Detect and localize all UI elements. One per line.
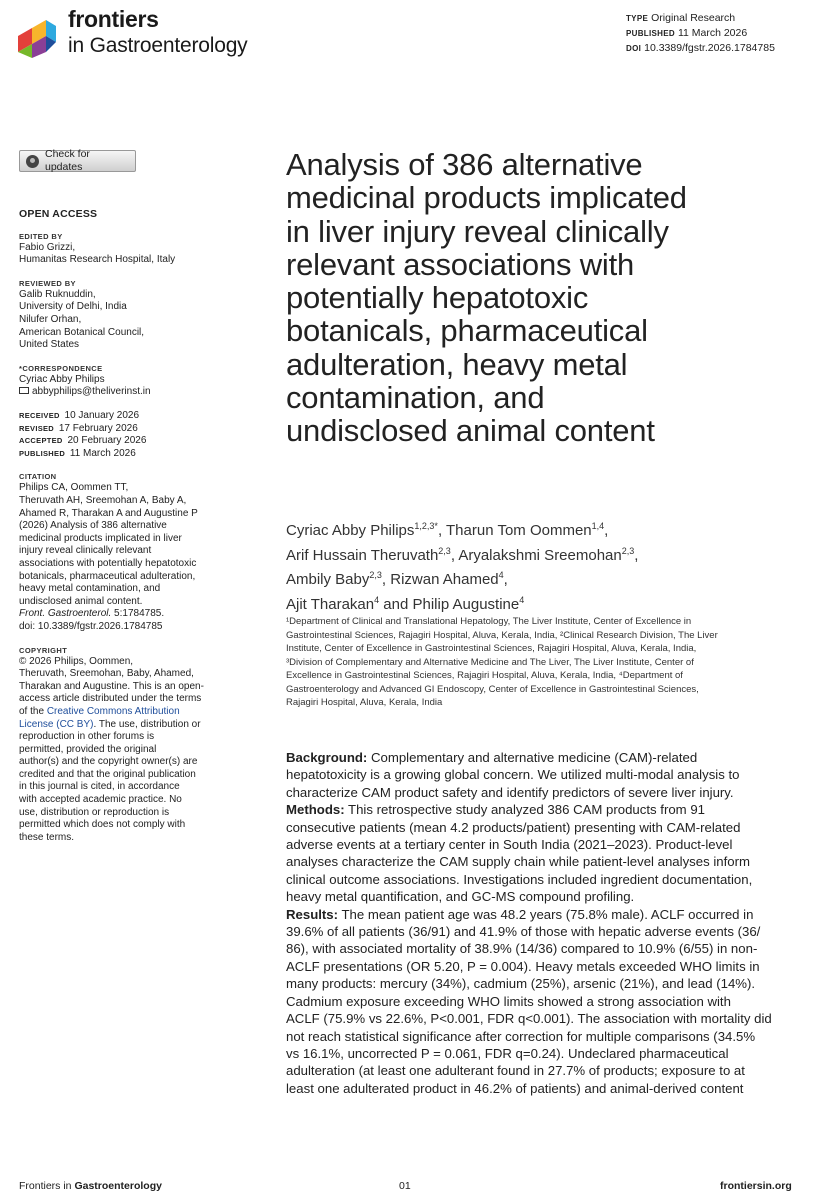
- copyright-heading: COPYRIGHT: [19, 645, 68, 655]
- text-line: medicinal products implicated in liver: [19, 532, 182, 544]
- copyright-license-row: of the Creative Commons Attribution: [19, 705, 180, 717]
- update-circle-icon: [26, 155, 39, 168]
- text-line: undisclosed animal content: [286, 413, 655, 449]
- author-name[interactable]: Ajit Tharakan: [286, 595, 375, 613]
- text-line: in this journal is cited, in accordance: [19, 781, 180, 793]
- journal-name-line1: frontiers: [68, 6, 159, 32]
- author-affiliation-sup: 1,4: [591, 521, 605, 531]
- text-line: injury reveal clinically relevant: [19, 545, 152, 557]
- text-line: heavy metal contamination, and: [19, 583, 161, 595]
- abstract: [286, 749, 800, 1097]
- citation-heading: CITATION: [19, 472, 57, 482]
- author-affiliation-sup: 4: [498, 570, 504, 580]
- author-affiliation-sup: 2,3: [438, 545, 451, 556]
- journal-name-line2: in Gastroenterology: [68, 34, 248, 57]
- corresponding-mark: *: [434, 521, 438, 531]
- article-doi: DOI 10.3389/fgstr.2026.1784785: [626, 42, 775, 54]
- published-date: PUBLISHED 11 March 2026: [19, 447, 136, 459]
- email-icon: [19, 387, 29, 394]
- author-line: Arif Hussain Theruvath$^{2,3}$, Aryalakshmi Sreemohan$^{2,3}$,: [286, 545, 639, 564]
- reviewed-by-heading: REVIEWED BY: [19, 278, 76, 288]
- background-label: Background:: [286, 750, 368, 765]
- author-affiliation-sup: 2,3: [369, 570, 382, 580]
- text-line: with accepted academic practice. No: [19, 794, 182, 806]
- author-name[interactable]: Philip Augustine: [412, 595, 520, 613]
- author-line: Ajit Tharakan$^4$ and Philip Augustine$^4$: [286, 594, 525, 613]
- text-line: ¹Department of Clinical and Translational Hepatology, The Liver Institute, Center of Excellence in: [286, 616, 692, 627]
- article-published-date: PUBLISHED 11 March 2026: [626, 27, 748, 39]
- citation-journal: Front. Gastroenterol.: [19, 608, 112, 620]
- article-title: [286, 148, 786, 448]
- edited-by-list: [19, 242, 211, 267]
- text-line: author(s) and the copyright owner(s) are: [19, 756, 198, 768]
- page-footer: [0, 1180, 816, 1196]
- accepted-date: ACCEPTED 20 February 2026: [19, 435, 147, 447]
- frontiers-logo-icon: [14, 14, 58, 60]
- author-name[interactable]: Tharun Tom Oommen: [446, 522, 592, 539]
- text-line: contamination, and: [286, 380, 545, 416]
- text-line: Analysis of 386 alternative: [286, 147, 643, 182]
- license-link[interactable]: Creative Commons Attribution: [46, 705, 180, 717]
- text-line: in liver injury reveal clinically: [286, 213, 669, 249]
- correspondence-email-link[interactable]: abbyphilips@theliverinst.in: [32, 386, 151, 398]
- author-affiliation-sup: 1,2,3: [414, 521, 435, 531]
- text-line: credited and that the original publication: [19, 768, 196, 780]
- article-type: TYPE Original Research: [626, 12, 736, 24]
- open-access-label: OPEN ACCESS: [19, 208, 98, 221]
- results-label: Results:: [286, 906, 339, 922]
- text-line: ³Division of Complementary and Alternative Medicine and The Liver, The Liver Institute, Center of: [286, 656, 694, 668]
- text-line: Excellence in Gastrointestinal Sciences, Rajagiri Hospital, Aluva, Kerala, India, ⁴Department of: [286, 670, 683, 681]
- citation-text: [19, 482, 211, 608]
- abstract-results: Results: The mean patient age was 48.2 years (75.8% male). ACLF occurred in 39.6% of all patients (36/91) and 41.9% of those with hepatic adverse events (36/ 86), with associated mortality of 38.9% (14/36) compared to 10.9% (6/55) in non- ACLF presentations (OR 5.20, P = 0.004). Heavy metals exceeded WHO limits in many products: mercury (34%), cadmium (25%), arsenic (21%), and lead (14%). Cadmium exposure exceeding WHO limits showed a strong association with ACLF (75.9% vs 22.6%, P<0.001, FDR q<0.001). The association with mortality did not reach statistical significance after correction for multiple comparisons (34.5% vs 16.1%, uncorrected P = 0.061, FDR q=0.24). Undeclared pharmaceutical adulteration (at least one adulterant found in 27.7% of products; exposure to at least one adulterated product in 46.2% of patients) and animal-derived content: [286, 906, 772, 1096]
- author-line: Ambily Baby$^{2,3}$, Rizwan Ahamed$^4$,: [286, 570, 508, 588]
- abstract-background: Background: Complementary and alternative medicine (CAM)-related hepatotoxicity is a growing global concern. We utilized multi-modal analysis to characterize CAM product safety and identify predictors of severe liver injury.: [286, 750, 740, 800]
- citation-doi[interactable]: doi: 10.3389/fgstr.2026.1784785: [19, 620, 163, 632]
- footer-journal: Frontiers in Gastroenterology: [19, 1180, 162, 1192]
- received-date: RECEIVED 10 January 2026: [19, 410, 140, 422]
- author-affiliation-sup: 2,3: [621, 545, 635, 556]
- text-line: relevant associations with: [286, 246, 635, 282]
- text-line: reproduction in other forums is: [19, 731, 155, 743]
- text-line: Philips CA, Oommen TT,: [19, 482, 129, 494]
- footer-website-link[interactable]: frontiersin.org: [720, 1180, 792, 1192]
- author-name[interactable]: Aryalakshmi Sreemohan: [458, 546, 622, 564]
- article-dates: [19, 410, 211, 460]
- text-line: Galib Ruknuddin,: [19, 288, 96, 300]
- text-line: Fabio Grizzi,: [19, 241, 76, 253]
- text-line: botanicals, pharmaceutical: [286, 313, 648, 349]
- text-line: Theruvath, Sreemohan, Baby, Ahamed,: [19, 668, 194, 680]
- text-line: potentially hepatotoxic: [286, 280, 589, 316]
- citation-journal-row: [19, 608, 211, 621]
- journal-name: [68, 8, 247, 56]
- text-line: Theruvath AH, Sreemohan A, Baby A,: [19, 495, 187, 506]
- author-line: Cyriac Abby Philips$^{1,2,3*}$, Tharun Tom Oommen$^{1,4}$,: [286, 521, 609, 539]
- check-for-updates-label: Check for updates: [45, 148, 90, 173]
- text-line: undisclosed animal content.: [19, 595, 143, 607]
- text-line: Gastroenterology and Advanced GI Endoscopy, Center of Excellence in Gastrointestinal Sciences,: [286, 683, 699, 695]
- copyright-text-b: [19, 731, 211, 844]
- correspondence-heading: *CORRESPONDENCE: [19, 363, 103, 373]
- text-line: Institute, Center of Excellence in Gastrointestinal Sciences, Rajagiri Hospital, Aluva, Kerala, India,: [286, 643, 697, 654]
- edited-by-heading: EDITED BY: [19, 231, 63, 241]
- text-line: University of Delhi, India: [19, 301, 127, 313]
- text-line: Nilufer Orhan,: [19, 314, 82, 326]
- copyright-license-row-2: License (CC BY). The use, distribution or: [19, 718, 201, 730]
- text-line: medicinal products implicated: [286, 180, 687, 216]
- text-line: permitted, provided the original: [19, 743, 157, 755]
- text-line: Rajagiri Hospital, Aluva, Kerala, India: [286, 697, 443, 708]
- author-name[interactable]: Cyriac Abby Philips: [286, 522, 415, 539]
- text-line: Humanitas Research Hospital, Italy: [19, 254, 176, 266]
- text-line: © 2026 Philips, Oommen,: [19, 655, 134, 667]
- text-line: Gastrointestinal Sciences, Rajagiri Hospital, Aluva, Kerala, India, ²Clinical Research Division, The Liver: [286, 629, 718, 641]
- author-affiliation-sup: 4: [519, 594, 525, 605]
- revised-date: REVISED 17 February 2026: [19, 422, 138, 434]
- text-line: United States: [19, 339, 80, 351]
- check-for-updates-button[interactable]: [19, 150, 136, 172]
- article-meta: [626, 11, 775, 56]
- author-affiliation-sup: 4: [374, 594, 380, 605]
- text-line: botanicals, pharmaceutical adulteration,: [19, 570, 196, 582]
- text-line: (2026) Analysis of 386 alternative: [19, 520, 167, 532]
- copyright-text-a: [19, 656, 211, 706]
- text-line: American Botanical Council,: [19, 326, 145, 338]
- text-line: access article distributed under the terms: [19, 693, 202, 705]
- article-sidebar: [19, 150, 211, 844]
- text-line: adulteration, heavy metal: [286, 346, 628, 382]
- reviewed-by-list: [19, 289, 211, 352]
- citation-volume: 5:1784785.: [111, 608, 165, 620]
- text-line: associations with potentially hepatotoxic: [19, 557, 197, 569]
- author-list: [286, 519, 638, 617]
- page-number: 01: [399, 1180, 411, 1192]
- correspondence-email-row: [19, 386, 211, 399]
- correspondence-name: Cyriac Abby Philips: [19, 373, 105, 385]
- text-line: permitted which does not comply with: [19, 819, 186, 831]
- author-name[interactable]: Rizwan Ahamed: [390, 571, 499, 588]
- author-name[interactable]: Arif Hussain Theruvath: [286, 546, 439, 564]
- license-link-cc-by[interactable]: License (CC BY): [19, 718, 94, 730]
- text-line: these terms.: [19, 831, 75, 843]
- author-name[interactable]: Ambily Baby: [286, 571, 370, 588]
- affiliations: [286, 615, 786, 710]
- abstract-methods: Methods: This retrospective study analyzed 386 CAM products from 91 consecutive patients (mean 4.2 products/patient) presenting with CAM-related adverse events at a tertiary center in South India (2021–2023). Product-level analyses characterize the CAM supply chain while patient-level analyses inform clinical outcome associations. Investigations included ingredient documentation, heavy metal quantification, and GC-MS compound profiling.: [286, 802, 753, 905]
- text-line: Tharakan and Augustine. This is an open-: [19, 680, 204, 692]
- methods-label: Methods:: [286, 802, 345, 818]
- text-line: use, distribution or reproduction is: [19, 806, 170, 818]
- text-line: Ahamed R, Tharakan A and Augustine P: [19, 507, 198, 519]
